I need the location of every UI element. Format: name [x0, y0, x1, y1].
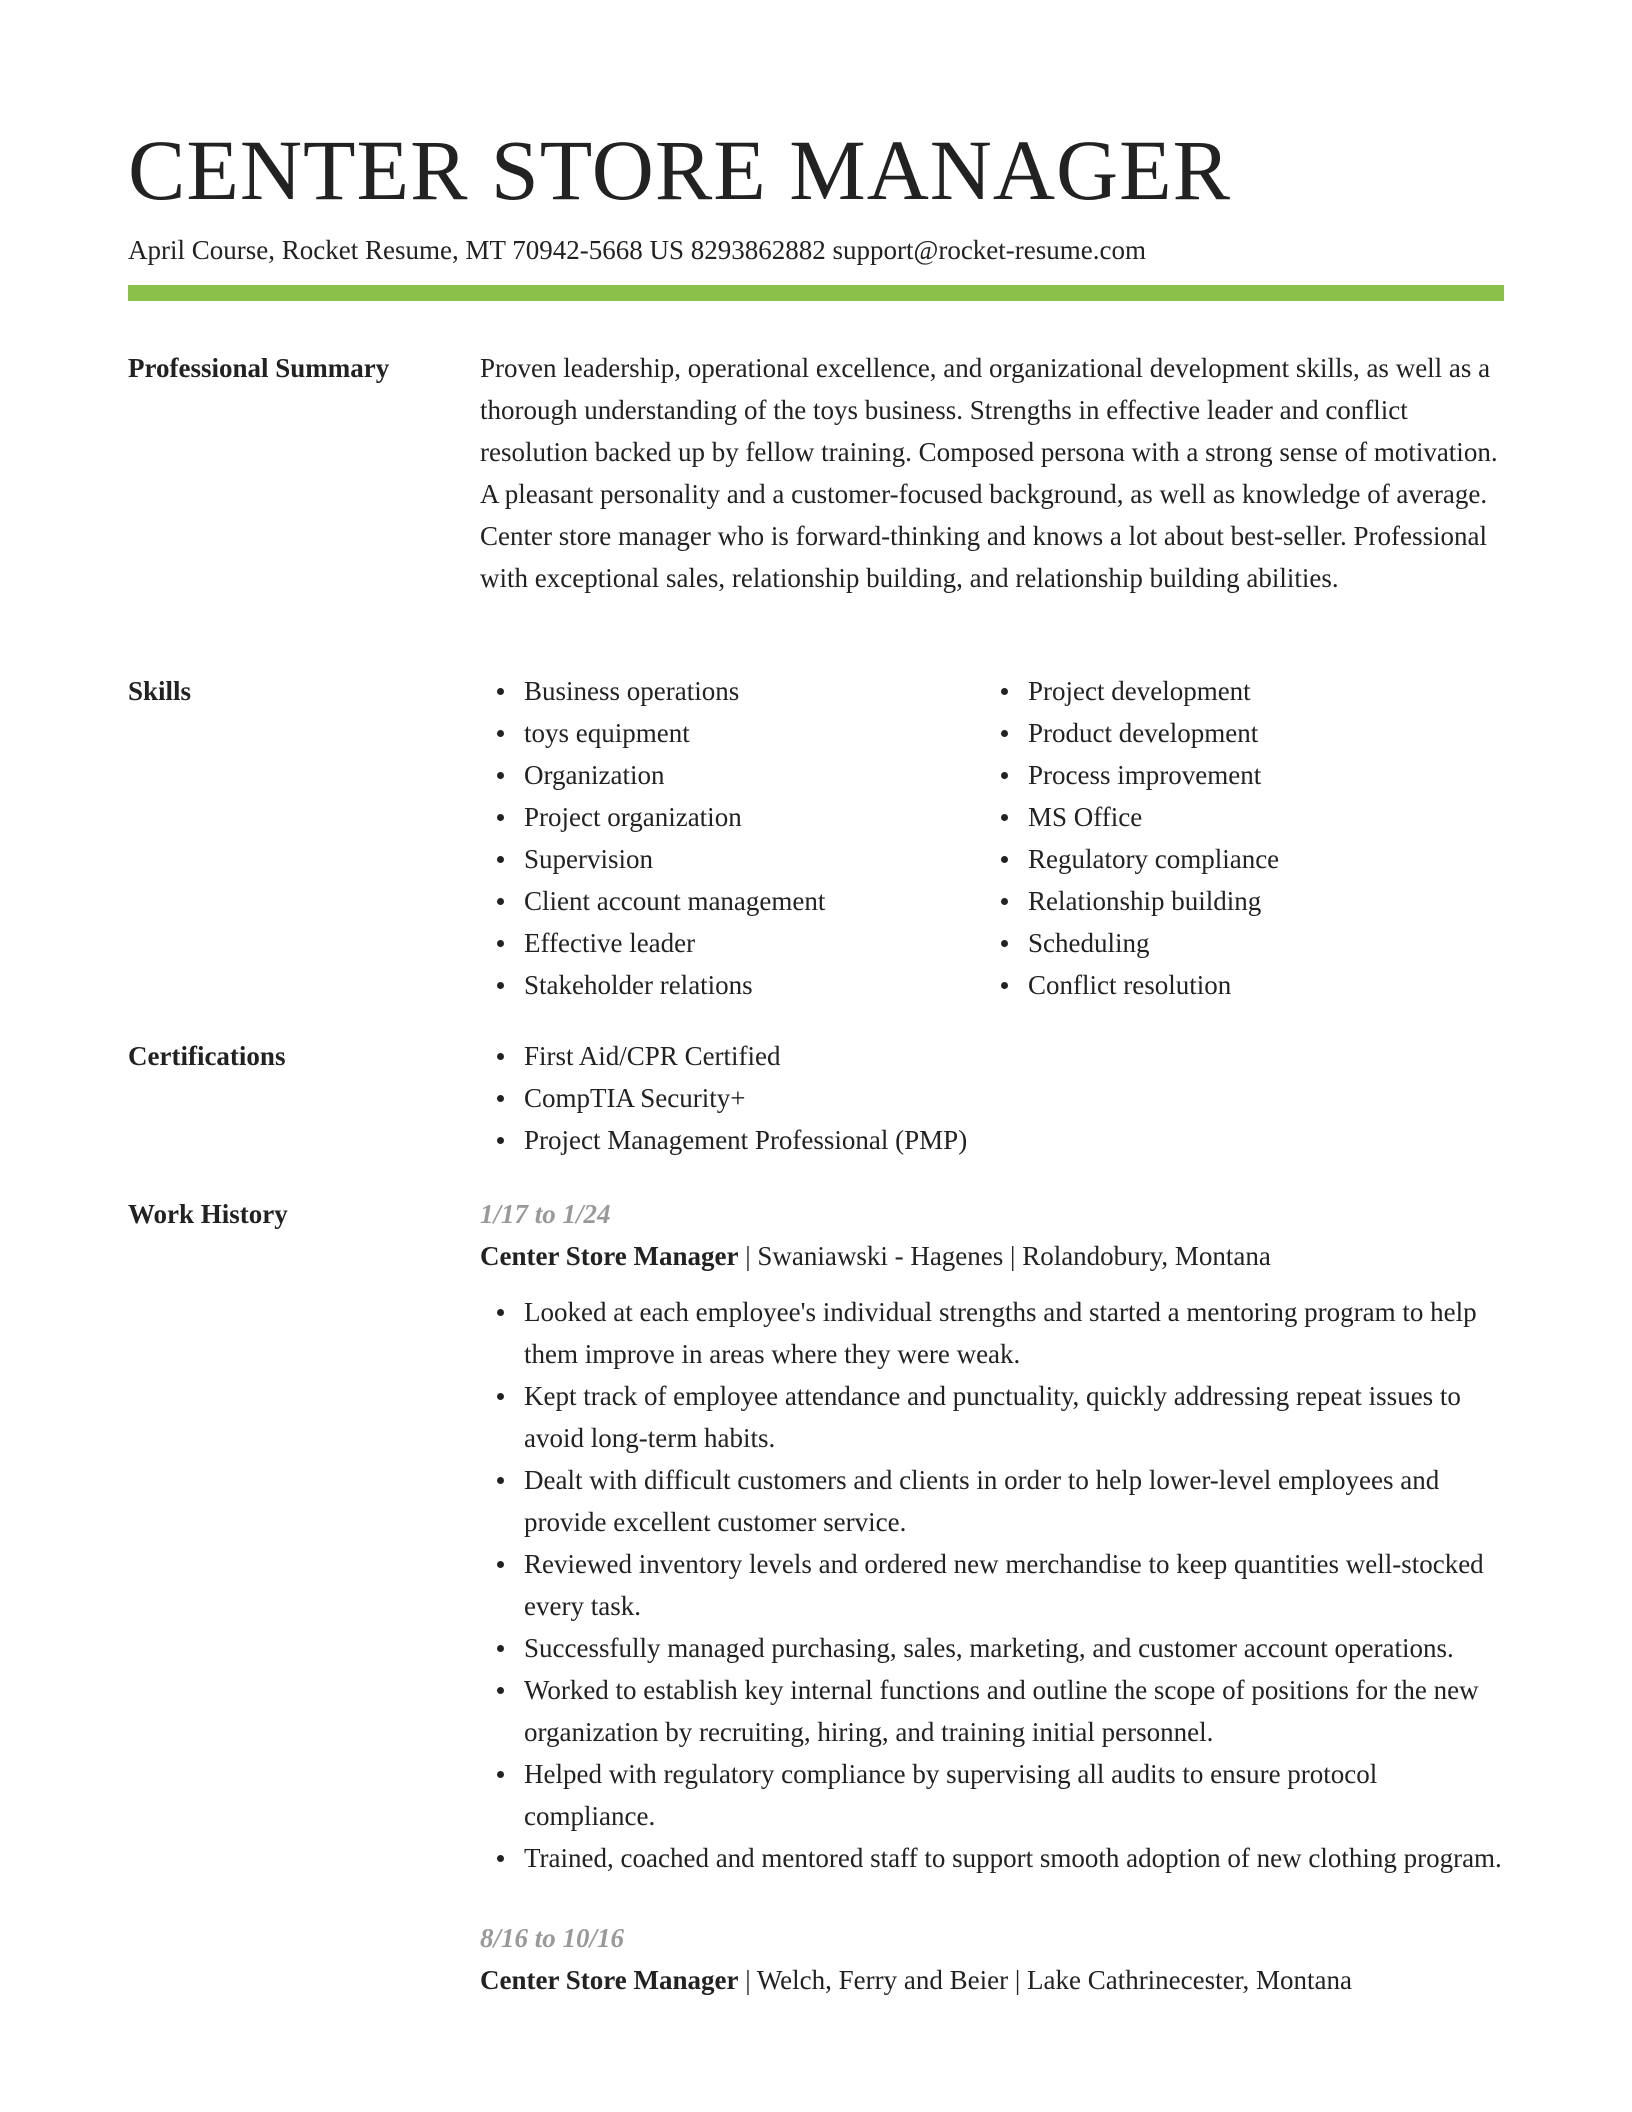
contact-line: April Course, Rocket Resume, MT 70942-5668 US 8293862882 support@rocket-resume.com	[128, 235, 1146, 265]
skill-item: MS Office	[984, 796, 1488, 838]
skill-item: toys equipment	[480, 712, 984, 754]
skill-item: Project organization	[480, 796, 984, 838]
certification-item: Project Management Professional (PMP)	[480, 1119, 1504, 1161]
skill-item: Stakeholder relations	[480, 964, 984, 1006]
job-bullet: Looked at each employee's individual strengths and started a mentoring program to help them improve in areas where they were weak.	[480, 1291, 1504, 1375]
header-divider	[128, 285, 1504, 301]
job-role: Center Store Manager	[480, 1241, 739, 1271]
skill-item: Product development	[984, 712, 1488, 754]
job-dates: 1/17 to 1/24	[480, 1199, 611, 1229]
job-bullet: Worked to establish key internal functions and outline the scope of positions for the new organization by recruiting, hiring, and training initial personnel.	[480, 1669, 1504, 1753]
certification-item: First Aid/CPR Certified	[480, 1035, 1504, 1077]
job-details: | Welch, Ferry and Beier | Lake Cathrinecester, Montana	[738, 1965, 1353, 1995]
job-dates: 8/16 to 10/16	[480, 1923, 625, 1953]
skill-item: Client account management	[480, 880, 984, 922]
certification-item: CompTIA Security+	[480, 1077, 1504, 1119]
job-bullet-list	[480, 1291, 1504, 1879]
skill-item: Business operations	[480, 670, 984, 712]
job-bullet: Trained, coached and mentored staff to support smooth adoption of new clothing program.	[480, 1837, 1504, 1879]
job-role: Center Store Manager	[480, 1965, 739, 1995]
skill-item: Process improvement	[984, 754, 1488, 796]
job-entry	[480, 1917, 1504, 2001]
skill-item: Project development	[984, 670, 1488, 712]
job-bullet: Helped with regulatory compliance by supervising all audits to ensure protocol compliance.	[480, 1753, 1504, 1837]
summary-text: Proven leadership, operational excellence, and organizational development skills, as well as a thorough understanding of the toys business. Strengths in effective leader and conflict resolution backed up by fellow training. Composed persona with a strong sense of motivation. A pleasant personality and a customer-focused background, as well as knowledge of average. Center store manager who is forward-thinking and knows a lot about best-seller. Professional with exceptional sales, relationship building, and relationship building abilities.	[480, 353, 1498, 593]
skills-title: Skills	[128, 676, 192, 706]
skill-item: Scheduling	[984, 922, 1488, 964]
job-bullet: Successfully managed purchasing, sales, marketing, and customer account operations.	[480, 1627, 1504, 1669]
resume-name-heading: CENTER STORE MANAGER	[128, 122, 1232, 218]
skill-item: Relationship building	[984, 880, 1488, 922]
certifications-title: Certifications	[128, 1041, 286, 1071]
skill-item: Effective leader	[480, 922, 984, 964]
skills-left-list	[480, 670, 984, 1006]
skill-item: Supervision	[480, 838, 984, 880]
certifications-list	[480, 1035, 1504, 1161]
job-bullet: Kept track of employee attendance and punctuality, quickly addressing repeat issues to avoid long-term habits.	[480, 1375, 1504, 1459]
job-entry	[480, 1193, 1504, 1879]
job-header	[480, 1235, 1504, 1277]
skill-item: Regulatory compliance	[984, 838, 1488, 880]
work-history-title: Work History	[128, 1199, 288, 1229]
job-bullet: Dealt with difficult customers and clients in order to help lower-level employees and provide excellent customer service.	[480, 1459, 1504, 1543]
job-details: | Swaniawski - Hagenes | Rolandobury, Montana	[738, 1241, 1271, 1271]
skills-right-list	[984, 670, 1488, 1006]
summary-title: Professional Summary	[128, 353, 390, 383]
job-bullet: Reviewed inventory levels and ordered new merchandise to keep quantities well-stocked every task.	[480, 1543, 1504, 1627]
skill-item: Organization	[480, 754, 984, 796]
skill-item: Conflict resolution	[984, 964, 1488, 1006]
job-header	[480, 1959, 1504, 2001]
